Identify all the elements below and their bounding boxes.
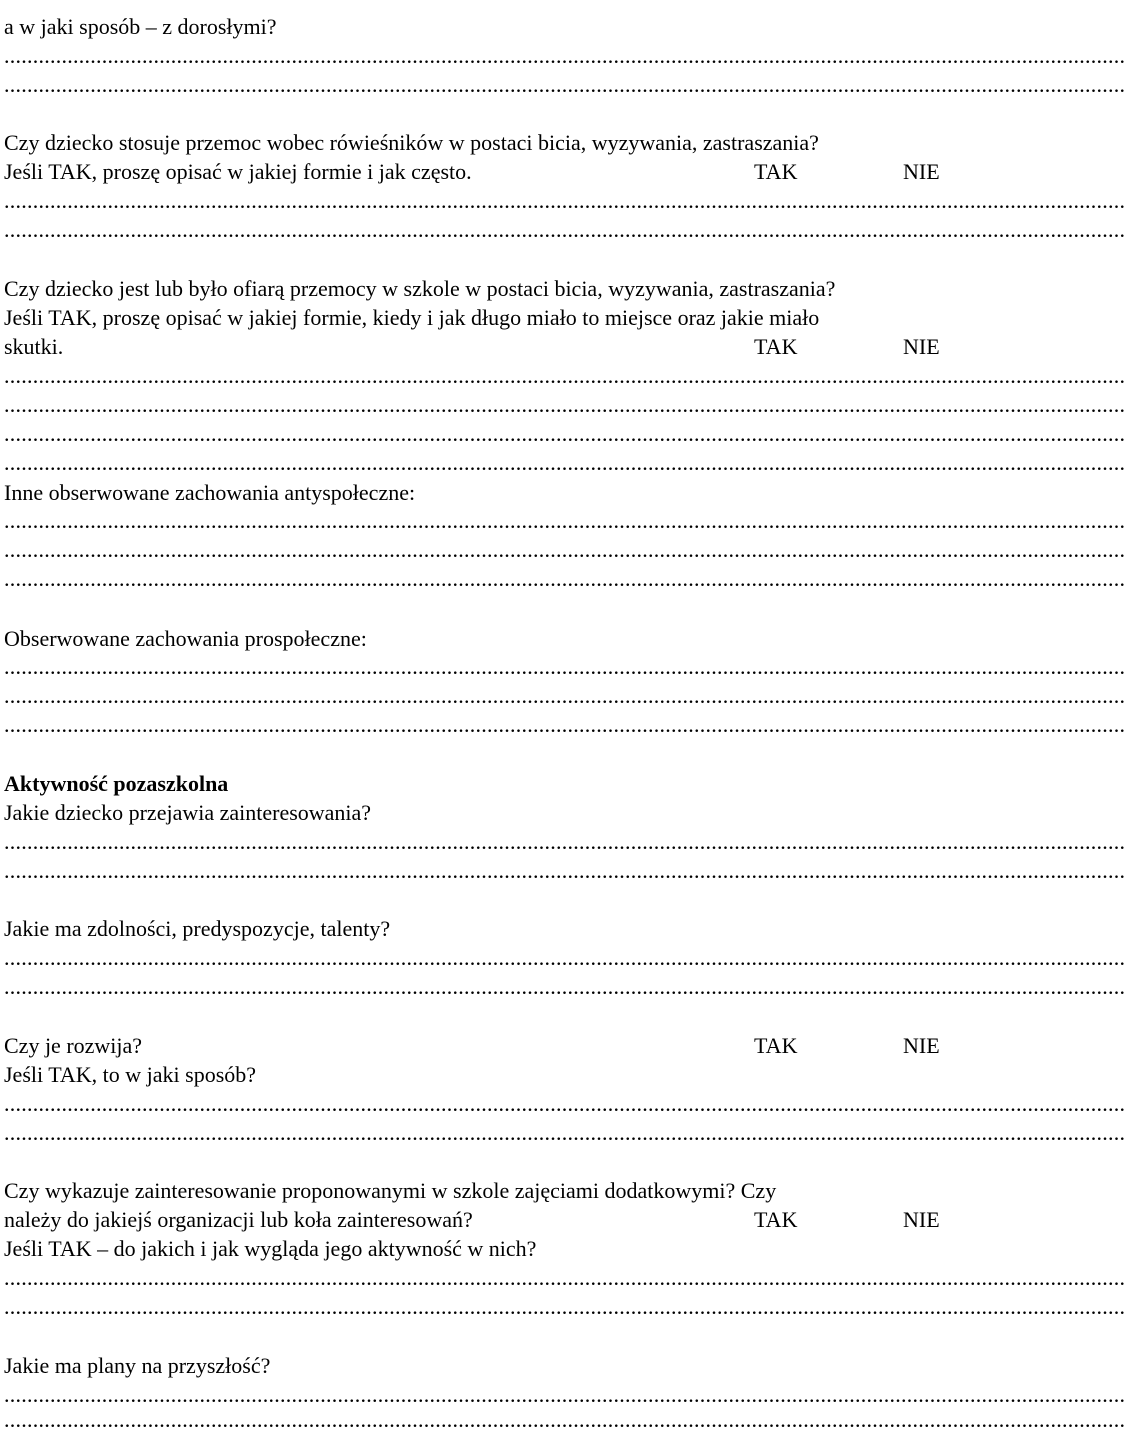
answer-line[interactable]: ................................................................................................................................................................................................... bbox=[4, 1091, 1125, 1116]
question-activities: Czy wykazuje zainteresowanie proponowanymi w szkole zajęciami dodatkowymi? Czy bbox=[4, 1178, 777, 1203]
question-adults: a w jaki sposób – z dorosłymi? bbox=[4, 14, 277, 39]
victim-yes-option[interactable]: TAK bbox=[754, 334, 798, 359]
develops-no-option[interactable]: NIE bbox=[903, 1033, 940, 1058]
answer-line[interactable]: ................................................................................................................................................................................................... bbox=[4, 1294, 1125, 1319]
develops-yes-option[interactable]: TAK bbox=[754, 1033, 798, 1058]
question-future: Jakie ma plany na przyszłość? bbox=[4, 1353, 271, 1378]
question-violence-describe-text: Jeśli TAK, proszę opisać w jakiej formie i jak często. bbox=[4, 159, 472, 184]
answer-line[interactable]: ................................................................................................................................................................................................... bbox=[4, 450, 1125, 475]
question-develops-text: Czy je rozwija? bbox=[4, 1033, 143, 1058]
question-victim-effects bbox=[4, 332, 960, 361]
activities-yes-option[interactable]: TAK bbox=[754, 1207, 798, 1232]
answer-line[interactable]: ................................................................................................................................................................................................... bbox=[4, 712, 1125, 737]
answer-line[interactable]: ................................................................................................................................................................................................... bbox=[4, 566, 1125, 591]
answer-line[interactable]: ................................................................................................................................................................................................... bbox=[4, 392, 1125, 417]
question-prosocial: Obserwowane zachowania prospołeczne: bbox=[4, 626, 367, 651]
question-develops-how: Jeśli TAK, to w jaki sposób? bbox=[4, 1062, 257, 1087]
victim-no-option[interactable]: NIE bbox=[903, 334, 940, 359]
answer-line[interactable]: ................................................................................................................................................................................................... bbox=[4, 974, 1125, 999]
answer-line[interactable]: ................................................................................................................................................................................................... bbox=[4, 43, 1125, 68]
question-antisocial: Inne obserwowane zachowania antyspołeczne: bbox=[4, 480, 416, 505]
activities-no-option[interactable]: NIE bbox=[903, 1207, 940, 1232]
question-victim-describe: Jeśli TAK, proszę opisać w jakiej formie, kiedy i jak długo miało to miejsce oraz jakie miało bbox=[4, 305, 820, 330]
violence-no-option[interactable]: NIE bbox=[903, 159, 940, 184]
answer-line[interactable]: ................................................................................................................................................................................................... bbox=[4, 1407, 1125, 1432]
answer-line[interactable]: ................................................................................................................................................................................................... bbox=[4, 508, 1125, 533]
question-violence: Czy dziecko stosuje przemoc wobec rówieśników w postaci bicia, wyzywania, zastraszania? bbox=[4, 130, 819, 155]
answer-line[interactable]: ................................................................................................................................................................................................... bbox=[4, 829, 1125, 854]
question-develops bbox=[4, 1031, 960, 1060]
answer-line[interactable]: ................................................................................................................................................................................................... bbox=[4, 1382, 1125, 1407]
answer-line[interactable]: ................................................................................................................................................................................................... bbox=[4, 537, 1125, 562]
answer-line[interactable]: ................................................................................................................................................................................................... bbox=[4, 188, 1125, 213]
question-activities-org bbox=[4, 1205, 960, 1234]
section-heading: Aktywność pozaszkolna bbox=[4, 771, 229, 796]
question-activities-org-text: należy do jakiejś organizacji lub koła zainteresowań? bbox=[4, 1207, 473, 1232]
violence-yes-option[interactable]: TAK bbox=[754, 159, 798, 184]
question-activities-which: Jeśli TAK – do jakich i jak wygląda jego aktywność w nich? bbox=[4, 1236, 537, 1261]
answer-line[interactable]: ................................................................................................................................................................................................... bbox=[4, 858, 1125, 883]
answer-line[interactable]: ................................................................................................................................................................................................... bbox=[4, 683, 1125, 708]
answer-line[interactable]: ................................................................................................................................................................................................... bbox=[4, 945, 1125, 970]
question-victim-effects-text: skutki. bbox=[4, 334, 64, 359]
question-victim: Czy dziecko jest lub było ofiarą przemocy w szkole w postaci bicia, wyzywania, zastraszania? bbox=[4, 276, 836, 301]
answer-line[interactable]: ................................................................................................................................................................................................... bbox=[4, 217, 1125, 242]
answer-line[interactable]: ................................................................................................................................................................................................... bbox=[4, 421, 1125, 446]
answer-line[interactable]: ................................................................................................................................................................................................... bbox=[4, 363, 1125, 388]
answer-line[interactable]: ................................................................................................................................................................................................... bbox=[4, 1120, 1125, 1145]
question-talents: Jakie ma zdolności, predyspozycje, talenty? bbox=[4, 916, 391, 941]
question-interests: Jakie dziecko przejawia zainteresowania? bbox=[4, 800, 372, 825]
answer-line[interactable]: ................................................................................................................................................................................................... bbox=[4, 654, 1125, 679]
answer-line[interactable]: ................................................................................................................................................................................................... bbox=[4, 72, 1125, 97]
answer-line[interactable]: ................................................................................................................................................................................................... bbox=[4, 1265, 1125, 1290]
question-violence-describe bbox=[4, 157, 960, 186]
